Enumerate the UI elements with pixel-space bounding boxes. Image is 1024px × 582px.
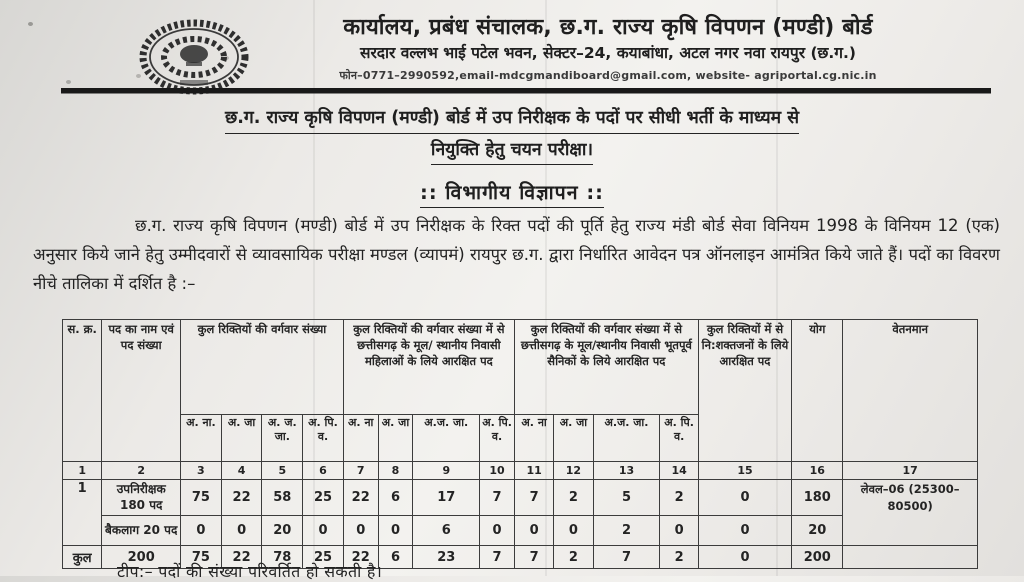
table-cell: 7 <box>480 480 515 516</box>
org-name: कार्यालय, प्रबंध संचालक, छ.ग. राज्य कृषि विपणन (मण्डी) बोर्ड <box>343 15 873 40</box>
column-number-cell: 10 <box>480 462 515 480</box>
column-header-disabled-reserved: कुल रिक्तियों में से नि:शक्तजनों के लिये आरक्षित पद <box>698 320 791 462</box>
table-cell: 6 <box>413 516 480 546</box>
column-number-cell: 15 <box>698 462 791 480</box>
subheader-cell: अ.ज. जा. <box>413 415 480 462</box>
subheader-cell: अ. जा <box>554 415 593 462</box>
table-cell: 0 <box>303 516 344 546</box>
org-address: सरदार वल्लभ भाई पटेल भवन, सेक्टर–24, कयाबांधा, अटल नगर नवा रायपुर (छ.ग.) <box>359 44 856 63</box>
subheader-cell: अ. पि. व. <box>660 415 698 462</box>
table-cell: 7 <box>514 480 553 516</box>
note-text: टीप:– पदों की संख्या परिवर्तित हो सकती है। <box>117 562 383 581</box>
column-number-cell: 3 <box>181 462 222 480</box>
table-cell: 22 <box>343 546 378 569</box>
table-cell: 0 <box>181 516 222 546</box>
table-cell-post: 200 <box>102 546 181 569</box>
table-cell: 2 <box>593 516 660 546</box>
table-cell: 22 <box>343 480 378 516</box>
table-cell-post: बैकलाग 20 पद <box>102 516 181 546</box>
table-cell-pay-scale: लेवल–06 (25300–80500) <box>843 480 978 546</box>
advertisement-heading: :: विभागीय विज्ञापन :: <box>420 178 604 208</box>
table-cell: 7 <box>480 546 515 569</box>
subheader-cell: अ. ज. जा. <box>262 415 303 462</box>
table-cell: 7 <box>514 546 553 569</box>
table-cell: 17 <box>413 480 480 516</box>
column-number-cell: 16 <box>792 462 843 480</box>
column-header-pay-scale: वेतनमान <box>843 320 978 462</box>
table-cell: 0 <box>514 516 553 546</box>
subheader-cell: अ. जा <box>221 415 262 462</box>
table-cell: 75 <box>181 546 222 569</box>
table-cell: 200 <box>792 546 843 569</box>
table-cell: 23 <box>413 546 480 569</box>
letterhead <box>252 15 964 83</box>
table-cell: 180 <box>792 480 843 516</box>
column-header-sno: स. क्र. <box>63 320 102 462</box>
table-cell: 6 <box>378 480 413 516</box>
column-number-cell: 11 <box>514 462 553 480</box>
column-header-post: पद का नाम एवं पद संख्या <box>102 320 181 462</box>
table-cell: 0 <box>554 516 593 546</box>
column-number-cell: 14 <box>660 462 698 480</box>
table-cell: 0 <box>698 480 791 516</box>
subheader-cell: अ. पि. व. <box>303 415 344 462</box>
table-cell: 2 <box>660 546 698 569</box>
column-number-cell: 8 <box>378 462 413 480</box>
table-cell: 25 <box>303 480 344 516</box>
column-number-cell: 5 <box>262 462 303 480</box>
table-row-subinspector <box>63 480 978 516</box>
table-cell: 2 <box>660 480 698 516</box>
column-header-total-by-category: कुल रिक्तियों की वर्गवार संख्या <box>181 320 344 415</box>
table-cell: 5 <box>593 480 660 516</box>
org-contact: फोन–0771–2990592,email-mdcgmandiboard@gmail.com, website- agriportal.cg.nic.in <box>339 69 877 83</box>
column-number-cell: 1 <box>63 462 102 480</box>
table-cell: 0 <box>343 516 378 546</box>
subheader-cell: अ. ना <box>514 415 553 462</box>
board-seal-icon <box>138 18 250 96</box>
table-cell: 25 <box>303 546 344 569</box>
table-cell: 2 <box>554 546 593 569</box>
table-cell: 20 <box>792 516 843 546</box>
column-number-cell: 12 <box>554 462 593 480</box>
table-cell: 0 <box>660 516 698 546</box>
notice-title-line1: छ.ग. राज्य कृषि विपणन (मण्डी) बोर्ड में उप निरीक्षक के पदों पर सीधी भर्ती के माध्यम से <box>225 107 799 134</box>
column-number-cell: 4 <box>221 462 262 480</box>
table-cell: 0 <box>378 516 413 546</box>
table-cell: 58 <box>262 480 303 516</box>
table-cell: 0 <box>698 516 791 546</box>
table-row-backlog <box>63 516 978 546</box>
table-cell: 6 <box>378 546 413 569</box>
column-number-cell: 2 <box>102 462 181 480</box>
column-number-cell: 7 <box>343 462 378 480</box>
table-cell: 20 <box>262 516 303 546</box>
table-cell-sno: कुल <box>63 546 102 569</box>
table-cell-post: उपनिरीक्षक 180 पद <box>102 480 181 516</box>
table-cell: 78 <box>262 546 303 569</box>
table-cell: 22 <box>221 546 262 569</box>
vacancy-table <box>62 319 978 569</box>
column-number-cell: 9 <box>413 462 480 480</box>
column-number-cell: 17 <box>843 462 978 480</box>
subheader-cell: अ.ज. जा. <box>593 415 660 462</box>
subheader-cell: अ. ना <box>343 415 378 462</box>
subheader-cell: अ. पि. व. <box>480 415 515 462</box>
header-divider <box>61 88 991 93</box>
column-number-cell: 6 <box>303 462 344 480</box>
table-cell: 75 <box>181 480 222 516</box>
column-header-women-reserved: कुल रिक्तियों की वर्गवार संख्या में से छत्तीसगढ़ के मूल/ स्थानीय निवासी महिलाओं के लिये आरक्षित पद <box>343 320 514 415</box>
column-number-cell: 13 <box>593 462 660 480</box>
table-cell: 0 <box>480 516 515 546</box>
table-cell: 22 <box>221 480 262 516</box>
notice-title-line2: नियुक्ति हेतु चयन परीक्षा। <box>431 139 593 166</box>
table-cell: 0 <box>221 516 262 546</box>
column-header-exservicemen-reserved: कुल रिक्तियों की वर्गवार संख्या में से छत्तीसगढ़ के मूल/स्थानीय निवासी भूतपूर्व सैनिकों के लिये आरक्षित पद <box>514 320 698 415</box>
table-cell: 7 <box>593 546 660 569</box>
notice-body-paragraph: छ.ग. राज्य कृषि विपणन (मण्डी) बोर्ड में उप निरीक्षक के रिक्त पदों की पूर्ति हेतु राज्य मंडी बोर्ड सेवा विनियम 1998 के विनियम 12 (एक) अनुसार किये जाने हेतु उम्मीदवारों से व्यावसायिक परीक्षा मण्डल (व्यापमं) रायपुर छ.ग. द्वारा निर्धारित आवेदन पत्र ऑनलाइन आमंत्रित किये जाते हैं। पदों का विवरण नीचे तालिका में दर्शित है :– <box>33 216 1000 294</box>
scan-specks <box>28 22 33 26</box>
subheader-cell: अ. ना. <box>181 415 222 462</box>
table-cell: 2 <box>554 480 593 516</box>
column-header-total: योग <box>792 320 843 462</box>
table-cell: 0 <box>698 546 791 569</box>
table-cell-sno: 1 <box>63 480 102 546</box>
notice-titles <box>0 107 1024 208</box>
subheader-cell: अ. जा <box>378 415 413 462</box>
table-cell-pay-scale <box>843 546 978 569</box>
